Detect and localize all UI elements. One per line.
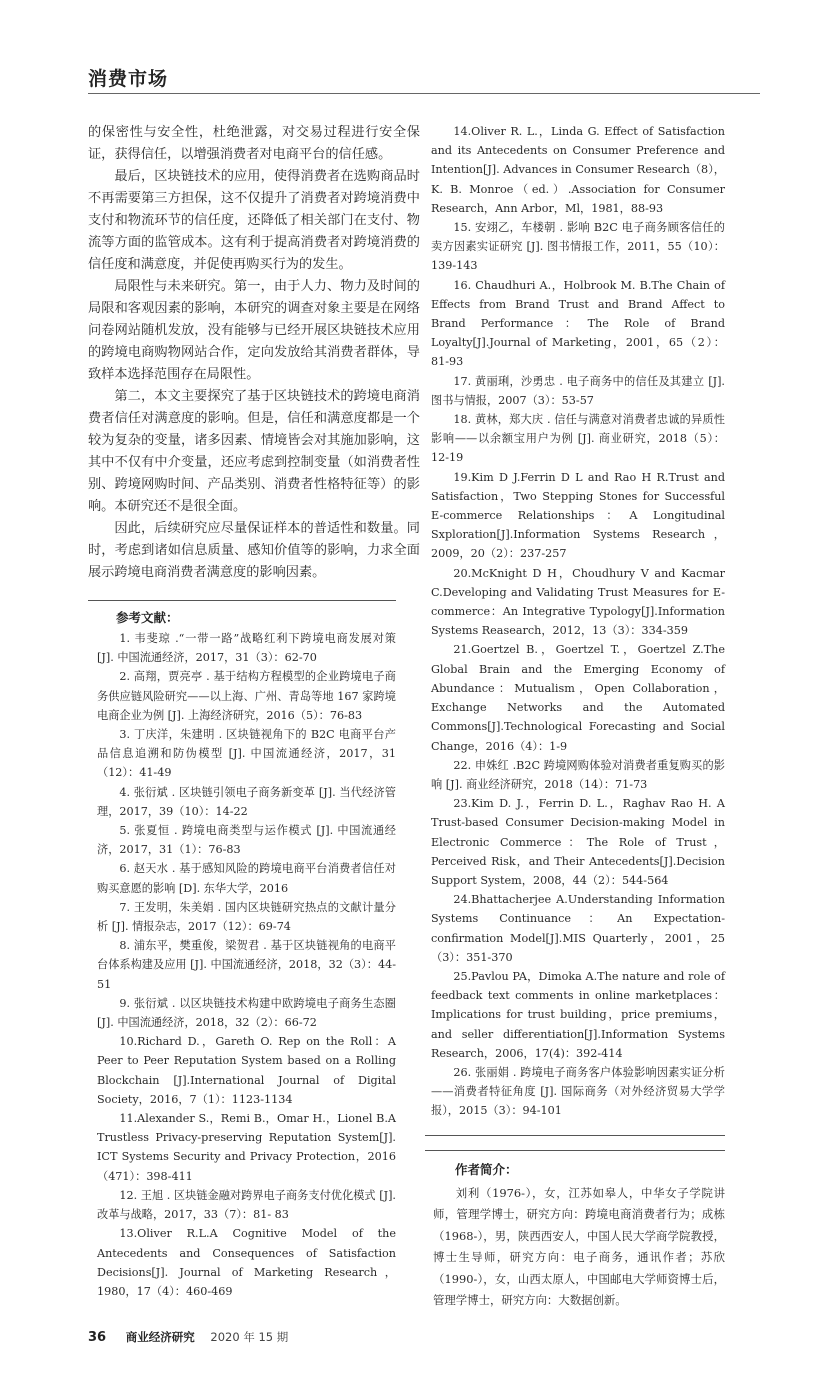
- header-rule: [88, 93, 760, 94]
- paragraph: 最后，区块链技术的应用，使得消费者在选购商品时不再需要第三方担保，这不仅提升了消费者对跨境消费中支付和物流环节的信任度，还降低了相关部门在支付、物流等方面的监管成本。这有利于提高消费者对跨境消费的信任度和满意度，并促使再购买行为的发生。: [88, 169, 420, 272]
- issue-label: 2020 年 15 期: [210, 1329, 289, 1344]
- right-column: [431, 122, 725, 1312]
- reference-item: 2. 高翔，贾亮亭 . 基于结构方程模型的企业跨境电子商务供应链风险研究——以上海、广州、青岛等地 167 家跨境电商企业为例 [J]. 上海经济研究，2016（5）：76-83: [97, 670, 396, 722]
- reference-item: 3. 丁庆洋，朱建明 . 区块链视角下的 B2C 电商平台产品信息追溯和防伪模型 [J]. 中国流通经济，2017，31（12）：41-49: [97, 728, 396, 780]
- left-column: [88, 122, 420, 1301]
- references-heading: 参考文献：: [116, 610, 179, 625]
- reference-item: 16. Chaudhuri A.，Holbrook M. B.The Chain of Effects from Brand Trust and Brand Affect to Brand Performance：The Role of Brand Loyalty[J].Journal of Marketing，2001，65（2）：81-93: [431, 278, 725, 369]
- reference-item: 26. 张丽娟 . 跨境电子商务客户体验影响因素实证分析——消费者特征角度 [J]. 国际商务（对外经济贸易大学学报），2015（3）：94-101: [431, 1065, 725, 1118]
- reference-item: 4. 张衍斌 . 区块链引领电子商务新变革 [J]. 当代经济管理，2017，39（10）：14-22: [97, 785, 396, 818]
- reference-item: 12. 王旭 . 区块链金融对跨界电子商务支付优化模式 [J]. 改革与战略，2017，33（7）：81- 83: [97, 1188, 396, 1222]
- paragraph: 局限性与未来研究。第一，由于人力、物力及时间的局限和客观因素的影响，本研究的调查对象主要是在网络问卷网站随机发放，没有能够与已经开展区块链技术应用的跨境电商购物网站合作，定向发放给其消费者群体，导致样本选择范围存在局限性。: [88, 279, 420, 382]
- reference-item: 18. 黄林，郑大庆 . 信任与满意对消费者忠诚的异质性影响——以余额宝用户为例 [J]. 商业研究，2018（5）：12-19: [431, 413, 725, 465]
- body-text: [88, 122, 420, 584]
- reference-item: 14.Oliver R. L.，Linda G. Effect of Satisfaction and its Antecedents on Consumer Preference and Intention[J]. Advances in Consumer Research（8），K. B. Monroe（ed.）.Association for Consumer Research，Ann Arbor，Ml，1981，88-93: [431, 125, 725, 215]
- reference-item: 13.Oliver R.L.A Cognitive Model of the Antecedents and Consequences of Satisfaction Decisions[J]. Journal of Marketing Research，1980，17（4）：460-469: [97, 1227, 396, 1298]
- reference-item: 17. 黄丽琍，沙勇忠 . 电子商务中的信任及其建立 [J]. 图书与情报，2007（3）：53-57: [431, 374, 725, 407]
- reference-item: 11.Alexander S.，Remi B.，Omar H.，Lionel B.A Trustless Privacy-preserving Reputation System[J]. ICT Systems Security and Privacy Protection，2016（471）：398-411: [97, 1112, 396, 1183]
- section-title: 消费市场: [88, 68, 169, 90]
- reference-item: 1. 韦斐琼 .“一带一路”战略红利下跨境电商发展对策 [J]. 中国流通经济，2017，31（3）：62-70: [97, 632, 396, 665]
- reference-item: 10.Richard D.，Gareth O. Rep on the Roll：A Peer to Peer Reputation System based on a Rolling Blockchain [J].International Journal of Digital Society，2016，7（1）：1123-1134: [97, 1035, 396, 1106]
- reference-item: 25.Pavlou PA，Dimoka A.The nature and role of feedback text comments in online marketplaces：Implications for trust building，price premiums，and seller differentiation[J].Information Systems Research，2006，17(4)：392-414: [431, 969, 725, 1060]
- page-number: 36: [88, 1329, 107, 1345]
- references-section: [88, 600, 396, 1301]
- reference-item: 6. 赵天水 . 基于感知风险的跨境电商平台消费者信任对购买意愿的影响 [D]. 东华大学，2016: [97, 862, 396, 895]
- reference-item: 21.Goertzel B.，Goertzel T.，Goertzel Z.The Global Brain and the Emerging Economy of Abundance：Mutualism，Open Collaboration，Exchange Networks and the Automated Commons[J].Technological Forecasting and Social Change，2016（4）：1-9: [431, 643, 725, 753]
- two-column-layout: [88, 122, 760, 1312]
- author-bio-section: [425, 1135, 725, 1312]
- reference-item: 23.Kim D. J.，Ferrin D. L.，Raghav Rao H. A Trust-based Consumer Decision-making Model in Electronic Commerce：The Role of Trust，Perceived Risk，and Their Antecedents[J].Decision Support System，2008，44（2）：544-564: [431, 797, 725, 887]
- reference-item: 19.Kim D J.Ferrin D L and Rao H R.Trust and Satisfaction，Two Stepping Stones for Successful E-commerce Relationships：A Longitudinal Sxploration[J].Information Systems Research，2009，20（2）：237-257: [431, 470, 725, 561]
- reference-item: 8. 浦东平，樊重俊，梁贺君 . 基于区块链视角的电商平台体系构建及应用 [J]. 中国流通经济，2018，32（3）：44-51: [97, 939, 396, 991]
- references-list: [88, 629, 396, 1301]
- page-footer: [88, 1328, 760, 1347]
- paragraph: 第二，本文主要探究了基于区块链技术的跨境电商消费者信任对满意度的影响。但是，信任和满意度都是一个较为复杂的变量，诸多因素、情境皆会对其施加影响，这其中不仅有中介变量，还应考虑到控制变量（如消费者性别、跨境网购时间、产品类别、消费者性格特征等）的影响。本研究还不是很全面。: [88, 389, 420, 514]
- paragraph: 因此，后续研究应尽量保证样本的普适性和数量。同时，考虑到诸如信息质量、感知价值等的影响，力求全面展示跨境电商消费者满意度的影响因素。: [88, 521, 420, 580]
- reference-item: 7. 王发明，朱美娟 . 国内区块链研究热点的文献计量分析 [J]. 情报杂志，2017（12）：69-74: [97, 900, 396, 934]
- author-bio-text: 刘利（1976-），女，江苏如皋人，中华女子学院讲师，管理学博士，研究方向：跨境电商消费者行为；成栋（1968-），男，陕西西安人，中国人民大学商学院教授，博士生导师，研究方向：电子商务，通讯作者；苏欣（1990-），女，山西太原人，中国邮电大学师资博士后，管理学博士，研究方向：大数据创新。: [433, 1185, 725, 1308]
- reference-item: 22. 申姝红 .B2C 跨境网购体验对消费者重复购买的影响 [J]. 商业经济研究，2018（14）：71-73: [431, 758, 725, 791]
- reference-item: 15. 安翊乙，车楼朝 . 影响 B2C 电子商务顾客信任的卖方因素实证研究 [J]. 图书情报工作，2011，55（10）：139-143: [431, 221, 725, 273]
- reference-item: 24.Bhattacherjee A.Understanding Information Systems Continuance：An Expectation-confirmation Model[J].MIS Quarterly，2001，25（3）：351-370: [431, 893, 725, 964]
- paragraph: 的保密性与安全性，杜绝泄露，对交易过程进行安全保证，获得信任，以增强消费者对电商平台的信任感。: [88, 125, 420, 162]
- reference-item: 5. 张夏恒 . 跨境电商类型与运作模式 [J]. 中国流通经济，2017，31（1）：76-83: [97, 824, 396, 857]
- reference-item: 20.McKnight D H，Choudhury V and Kacmar C.Developing and Validating Trust Measures for E-commerce：An Integrative Typology[J].Information Systems Reasearch，2012，13（3）：334-359: [431, 566, 725, 638]
- journal-name: 商业经济研究: [125, 1329, 195, 1344]
- author-bio-heading: 作者简介：: [455, 1161, 518, 1177]
- references-continued: [431, 122, 725, 1121]
- reference-item: 9. 张衍斌 . 以区块链技术构建中欧跨境电子商务生态圈 [J]. 中国流通经济，2018，32（2）：66-72: [97, 996, 396, 1030]
